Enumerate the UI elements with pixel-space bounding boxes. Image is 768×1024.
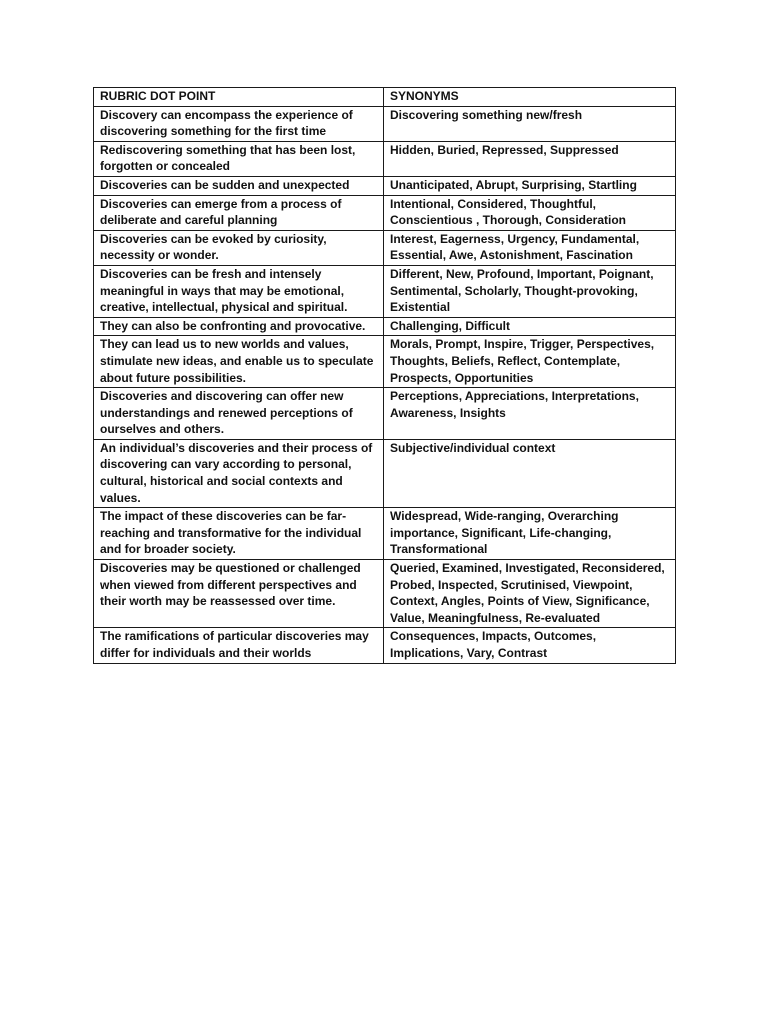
- rubric-synonyms-table: [93, 87, 676, 664]
- synonyms-cell: Different, New, Profound, Important, Poignant, Sentimental, Scholarly, Thought-provoking, Existential: [384, 265, 676, 317]
- table-row: [94, 628, 676, 663]
- column-header-synonyms: SYNONYMS: [384, 88, 676, 107]
- rubric-point-cell: Discoveries can emerge from a process of deliberate and careful planning: [94, 195, 384, 230]
- table-row: [94, 560, 676, 628]
- synonyms-cell: Unanticipated, Abrupt, Surprising, Startling: [384, 176, 676, 195]
- table-row: [94, 141, 676, 176]
- rubric-point-cell: Discoveries may be questioned or challenged when viewed from different perspectives and their worth may be reassessed over time.: [94, 560, 384, 628]
- table-row: [94, 106, 676, 141]
- column-header-rubric-dot-point: RUBRIC DOT POINT: [94, 88, 384, 107]
- rubric-point-cell: Discoveries and discovering can offer new understandings and renewed perceptions of ourselves and others.: [94, 388, 384, 440]
- table-row: [94, 317, 676, 336]
- rubric-point-cell: An individual’s discoveries and their process of discovering can vary according to personal, cultural, historical and social contexts and values.: [94, 439, 384, 507]
- rubric-point-cell: Rediscovering something that has been lost, forgotten or concealed: [94, 141, 384, 176]
- table-row: [94, 176, 676, 195]
- rubric-point-cell: They can also be confronting and provocative.: [94, 317, 384, 336]
- synonyms-cell: Consequences, Impacts, Outcomes, Implications, Vary, Contrast: [384, 628, 676, 663]
- rubric-point-cell: Discoveries can be fresh and intensely meaningful in ways that may be emotional, creative, intellectual, physical and spiritual.: [94, 265, 384, 317]
- synonyms-cell: Widespread, Wide-ranging, Overarching importance, Significant, Life-changing, Transformational: [384, 508, 676, 560]
- rubric-point-cell: Discoveries can be evoked by curiosity, necessity or wonder.: [94, 230, 384, 265]
- table-header-row: [94, 88, 676, 107]
- synonyms-cell: Discovering something new/fresh: [384, 106, 676, 141]
- synonyms-cell: Challenging, Difficult: [384, 317, 676, 336]
- synonyms-cell: Perceptions, Appreciations, Interpretations, Awareness, Insights: [384, 388, 676, 440]
- rubric-point-cell: Discoveries can be sudden and unexpected: [94, 176, 384, 195]
- table-row: [94, 195, 676, 230]
- synonyms-cell: Intentional, Considered, Thoughtful, Conscientious , Thorough, Consideration: [384, 195, 676, 230]
- synonyms-cell: Queried, Examined, Investigated, Reconsidered, Probed, Inspected, Scrutinised, Viewpoint, Context, Angles, Points of View, Significance, Value, Meaningfulness, Re-evaluated: [384, 560, 676, 628]
- table-row: [94, 336, 676, 388]
- table-row: [94, 439, 676, 507]
- synonyms-cell: Hidden, Buried, Repressed, Suppressed: [384, 141, 676, 176]
- synonyms-cell: Subjective/individual context: [384, 439, 676, 507]
- synonyms-cell: Morals, Prompt, Inspire, Trigger, Perspectives, Thoughts, Beliefs, Reflect, Contemplate, Prospects, Opportunities: [384, 336, 676, 388]
- rubric-point-cell: The impact of these discoveries can be far-reaching and transformative for the individual and for broader society.: [94, 508, 384, 560]
- synonyms-cell: Interest, Eagerness, Urgency, Fundamental, Essential, Awe, Astonishment, Fascination: [384, 230, 676, 265]
- table-row: [94, 508, 676, 560]
- rubric-point-cell: The ramifications of particular discoveries may differ for individuals and their worlds: [94, 628, 384, 663]
- table-row: [94, 265, 676, 317]
- table-row: [94, 388, 676, 440]
- table-row: [94, 230, 676, 265]
- rubric-point-cell: They can lead us to new worlds and values, stimulate new ideas, and enable us to speculate about future possibilities.: [94, 336, 384, 388]
- rubric-point-cell: Discovery can encompass the experience of discovering something for the first time: [94, 106, 384, 141]
